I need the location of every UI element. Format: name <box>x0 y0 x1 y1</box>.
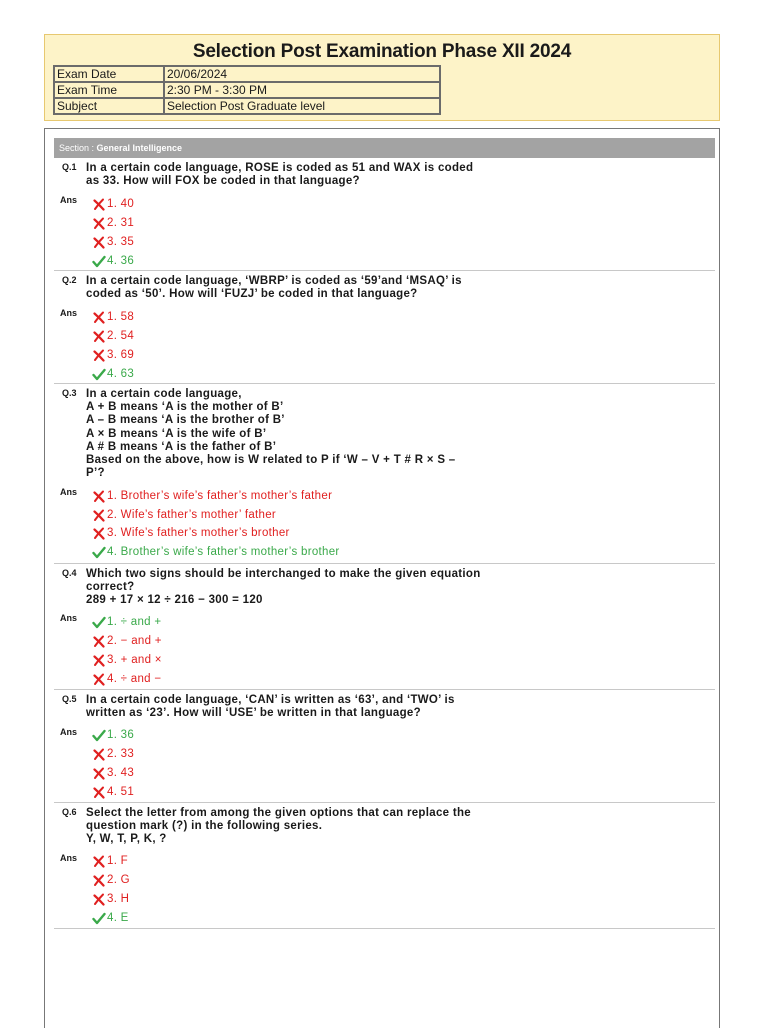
question-panel <box>44 128 720 1028</box>
answer-option-3 <box>92 347 134 363</box>
answer-option-4 <box>92 366 134 382</box>
info-label: Subject <box>54 98 164 114</box>
cross-icon <box>92 527 107 539</box>
cross-icon <box>92 236 107 248</box>
option-label: 4. E <box>107 912 129 924</box>
cross-icon <box>92 311 107 323</box>
page-title: Selection Post Examination Phase XII 2024 <box>192 41 572 62</box>
section-name: General Intelligence <box>96 143 183 153</box>
cross-icon <box>92 855 107 867</box>
cross-icon <box>92 893 107 905</box>
answer-option-3 <box>92 234 134 250</box>
option-label: 3. + and × <box>107 654 162 666</box>
info-value: Selection Post Graduate level <box>164 98 440 114</box>
option-label: 1. ÷ and + <box>107 616 162 628</box>
info-label: Exam Time <box>54 82 164 98</box>
answer-option-2 <box>92 507 276 523</box>
question-text: In a certain code language, ‘CAN’ is written as ‘63’, and ‘TWO’ is written as ‘23’. How will ‘USE’ be written in that language? <box>86 694 455 720</box>
question-text: In a certain code language, ‘WBRP’ is coded as ‘59’and ‘MSAQ’ is coded as ‘50’. How will ‘FUZJ’ be coded in that language? <box>86 275 462 301</box>
question-text: Which two signs should be interchanged to make the given equation correct? 289 + 17 × 12 ÷ 216 − 300 = 120 <box>86 568 481 607</box>
answer-option-2 <box>92 872 130 888</box>
cross-icon <box>92 673 107 685</box>
option-label: 2. 33 <box>107 748 135 760</box>
info-value: 20/06/2024 <box>164 66 440 82</box>
question-2 <box>54 275 715 384</box>
answer-option-1 <box>92 488 332 504</box>
option-label: 4. ÷ and − <box>107 673 162 685</box>
question-number: Q.5 <box>62 694 77 704</box>
answer-option-4 <box>92 253 134 269</box>
answer-label: Ans <box>60 195 78 205</box>
cross-icon <box>92 509 107 521</box>
answer-option-3 <box>92 891 129 907</box>
option-label: 2. 54 <box>107 330 135 342</box>
answer-option-1 <box>92 853 128 869</box>
cross-icon <box>92 490 107 502</box>
answer-option-3 <box>92 525 290 541</box>
cross-icon <box>92 217 107 229</box>
answer-option-1 <box>92 309 134 325</box>
check-icon <box>92 729 107 741</box>
info-row-exam-time <box>54 82 440 98</box>
question-text: Select the letter from among the given options that can replace the question mark (?) in the following series. Y, W, T, P, K, ? <box>86 807 471 846</box>
question-number: Q.2 <box>62 275 77 285</box>
question-number: Q.4 <box>62 568 77 578</box>
answer-option-4 <box>92 784 134 800</box>
option-label: 1. F <box>107 855 129 867</box>
answer-option-4 <box>92 910 129 926</box>
answer-option-4 <box>92 671 161 687</box>
option-label: 3. 43 <box>107 767 135 779</box>
option-label: 2. G <box>107 874 130 886</box>
answer-option-2 <box>92 215 134 231</box>
answer-option-2 <box>92 746 134 762</box>
answer-option-1 <box>92 614 161 630</box>
option-label: 3. Wife’s father’s mother’s brother <box>107 527 290 539</box>
option-label: 4. Brother’s wife’s father’s mother’s brother <box>107 546 340 558</box>
cross-icon <box>92 349 107 361</box>
check-icon <box>92 912 107 924</box>
option-label: 4. 36 <box>107 255 135 267</box>
section-prefix: Section : <box>59 143 97 153</box>
option-label: 1. Brother’s wife’s father’s mother’s father <box>107 490 333 502</box>
question-number: Q.3 <box>62 388 77 398</box>
check-icon <box>92 616 107 628</box>
option-label: 2. Wife’s father’s mother’ father <box>107 509 277 521</box>
question-text: In a certain code language, A + B means ‘A is the mother of B’ A – B means ‘A is the brother of B’ A × B means ‘A is the wife of B’ A # B means ‘A is the father of B’ Based on the above, how is W related to P if ‘W – V + T # R × S – P’? <box>86 388 456 480</box>
option-label: 1. 58 <box>107 311 135 323</box>
cross-icon <box>92 198 107 210</box>
info-label: Exam Date <box>54 66 164 82</box>
answer-option-2 <box>92 328 134 344</box>
cross-icon <box>92 786 107 798</box>
answer-label: Ans <box>60 613 78 623</box>
option-label: 4. 63 <box>107 368 135 380</box>
check-icon <box>92 368 107 380</box>
info-row-subject <box>54 98 440 114</box>
answer-option-1 <box>92 727 134 743</box>
cross-icon <box>92 330 107 342</box>
question-number: Q.1 <box>62 162 77 172</box>
cross-icon <box>92 767 107 779</box>
info-row-exam-date <box>54 66 440 82</box>
exam-info-table <box>53 65 441 115</box>
option-label: 2. 31 <box>107 217 135 229</box>
question-4 <box>54 568 715 690</box>
question-6 <box>54 807 715 929</box>
option-label: 2. − and + <box>107 635 162 647</box>
question-3 <box>54 388 715 564</box>
cross-icon <box>92 635 107 647</box>
exam-header <box>44 34 720 121</box>
section-bar <box>54 138 715 158</box>
answer-label: Ans <box>60 487 78 497</box>
option-label: 1. 40 <box>107 198 135 210</box>
option-label: 4. 51 <box>107 786 135 798</box>
question-1 <box>54 162 715 271</box>
info-value: 2:30 PM - 3:30 PM <box>164 82 440 98</box>
check-icon <box>92 546 107 558</box>
answer-option-2 <box>92 633 162 649</box>
answer-option-1 <box>92 196 134 212</box>
answer-label: Ans <box>60 727 78 737</box>
answer-option-3 <box>92 652 162 668</box>
cross-icon <box>92 654 107 666</box>
question-text: In a certain code language, ROSE is coded as 51 and WAX is coded as 33. How will FOX be coded in that language? <box>86 162 474 188</box>
cross-icon <box>92 748 107 760</box>
option-label: 1. 36 <box>107 729 135 741</box>
check-icon <box>92 255 107 267</box>
answer-option-3 <box>92 765 134 781</box>
cross-icon <box>92 874 107 886</box>
option-label: 3. H <box>107 893 130 905</box>
answer-option-4 <box>92 544 340 560</box>
answer-label: Ans <box>60 853 78 863</box>
question-number: Q.6 <box>62 807 77 817</box>
option-label: 3. 35 <box>107 236 135 248</box>
answer-label: Ans <box>60 308 78 318</box>
option-label: 3. 69 <box>107 349 135 361</box>
question-5 <box>54 694 715 803</box>
